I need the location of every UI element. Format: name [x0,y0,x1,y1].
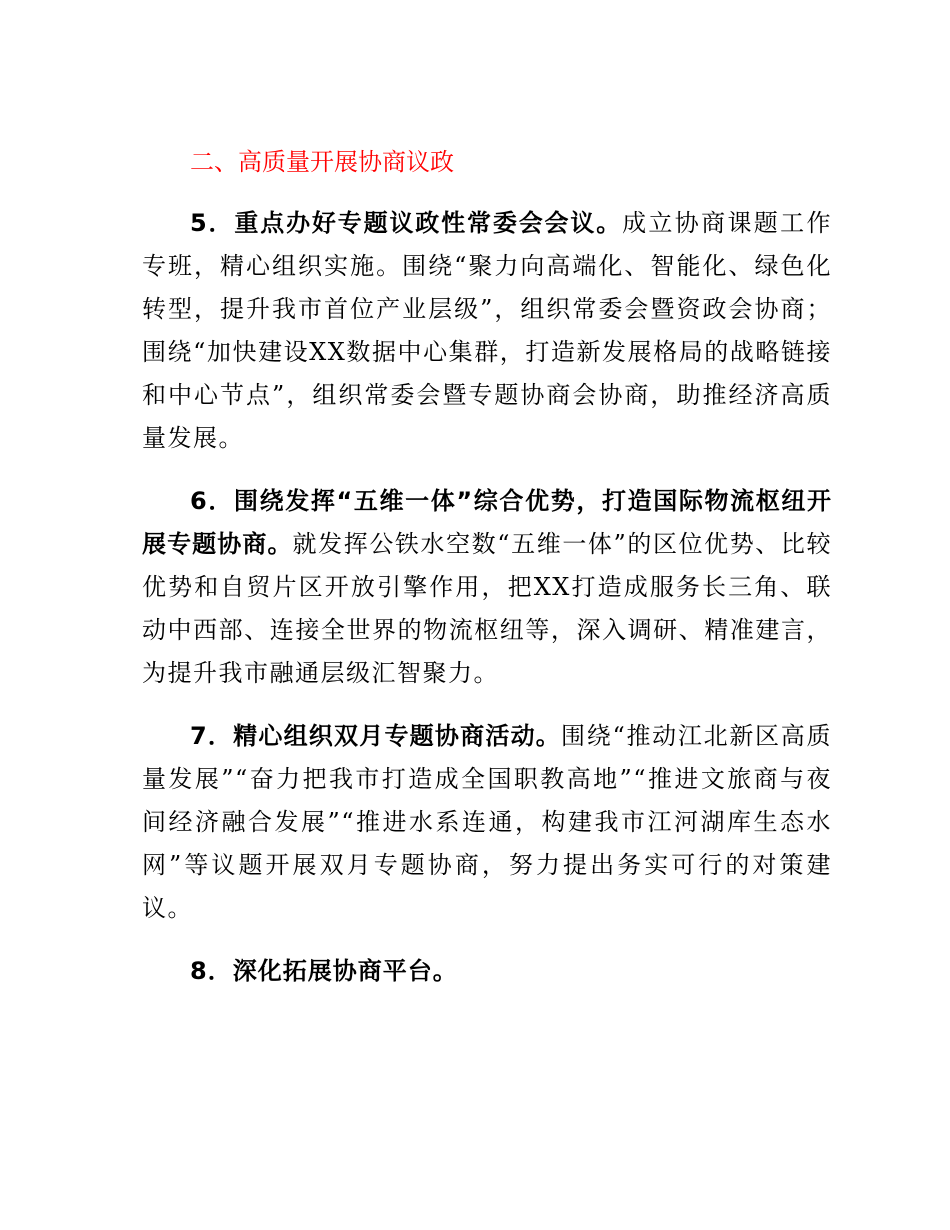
item-5-lead: 5．重点办好专题议政性常委会会议。 [190,209,623,237]
item-7-lead: 7．精心组织双月专题协商活动。 [190,722,562,750]
paragraph-item-6 [142,480,832,695]
item-6-lead: 6．围绕发挥“五维一体”综合优势，打造国际物流枢纽开展专题协商。 [142,487,832,558]
item-8-lead: 8．深化拓展协商平台。 [190,957,458,985]
item-7-body: 围绕“推动江北新区高质量发展”“奋力把我市打造成全国职教高地”“推进文旅商与夜间经济融合发展”“推进水系连通，构建我市江河湖库生态水网”等议题开展双月专题协商，努力提出务实可行的对策建议。 [142,722,832,922]
paragraph-item-8 [142,950,832,993]
item-6-body: 就发挥公铁水空数“五维一体”的区位优势、比较优势和自贸片区开放引擎作用，把XX打造成服务长三角、联动中西部、连接全世界的物流枢纽等，深入调研、精准建言，为提升我市融通层级汇智聚力。 [142,530,832,687]
item-5-body: 成立协商课题工作专班，精心组织实施。围绕“聚力向高端化、智能化、绿色化转型，提升我市首位产业层级”，组织常委会暨资政会协商；围绕“加快建设XX数据中心集群，打造新发展格局的战略链接和中心节点”，组织常委会暨专题协商会协商，助推经济高质量发展。 [142,209,832,452]
section-heading: 二、高质量开展协商议政 [190,148,454,176]
paragraph-item-5 [142,202,832,460]
paragraph-item-7 [142,715,832,930]
